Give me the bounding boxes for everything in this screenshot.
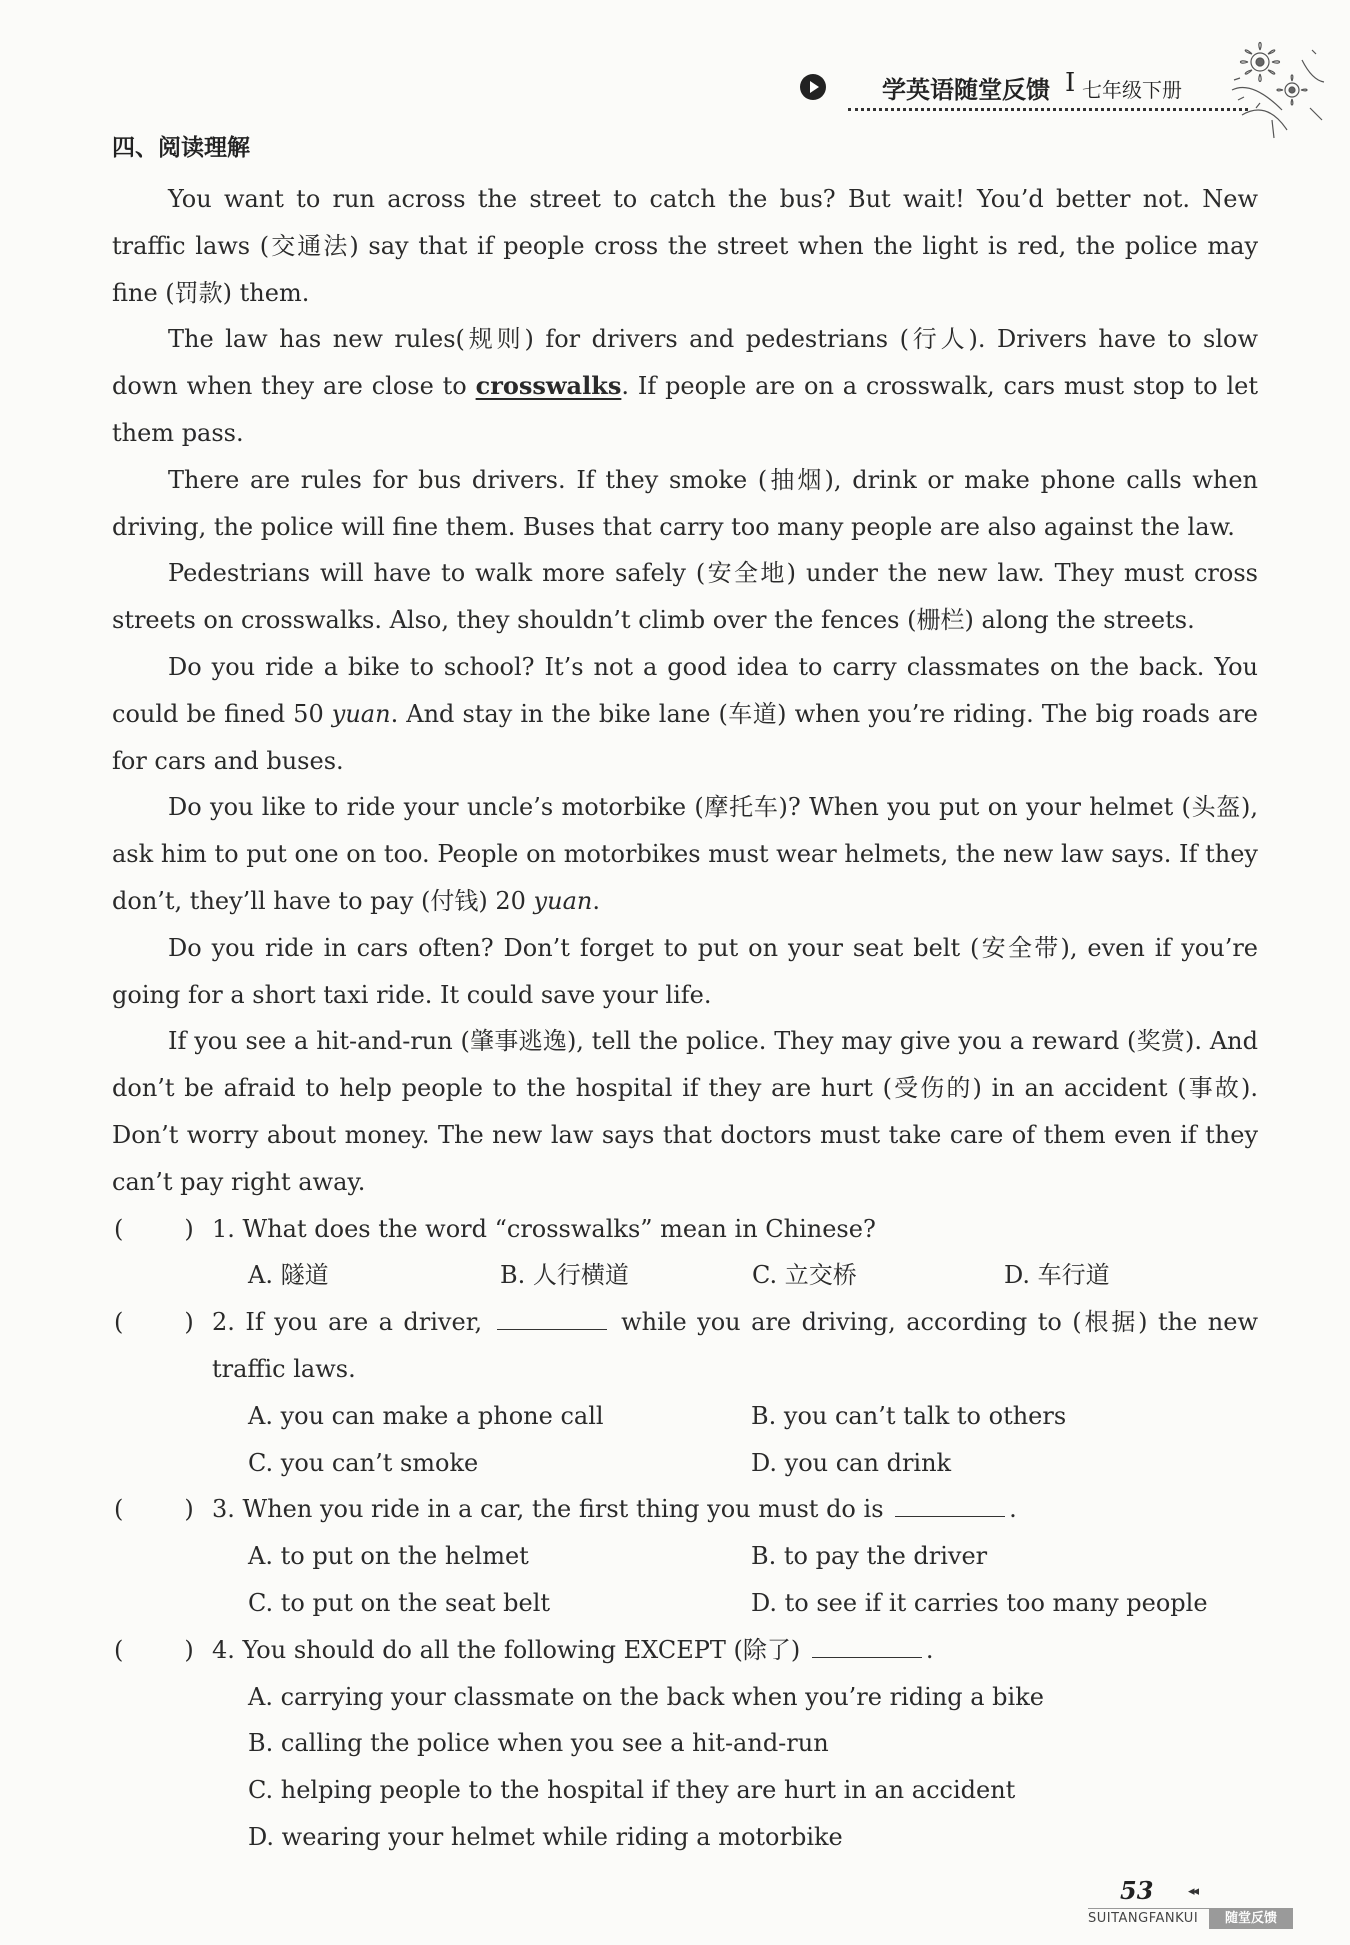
footer-band bbox=[1088, 1908, 1293, 1931]
question-text: What does the word “crosswalks” mean in Chinese? bbox=[242, 1214, 876, 1243]
answer-bracket[interactable]: ( ) bbox=[114, 1308, 194, 1337]
question-number: 2. bbox=[212, 1308, 235, 1337]
answer-blank[interactable] bbox=[812, 1633, 922, 1658]
option-c[interactable]: C. 立交桥 bbox=[752, 1261, 857, 1290]
option-b[interactable]: B. 人行横道 bbox=[500, 1261, 629, 1290]
question-number: 4. bbox=[212, 1635, 235, 1664]
grade-label: 七年级下册 bbox=[1082, 78, 1182, 102]
option-b[interactable]: B. calling the police when you see a hit-and-run bbox=[248, 1729, 829, 1758]
option-c[interactable]: C. to put on the seat belt bbox=[248, 1588, 551, 1617]
answer-bracket[interactable]: ( ) bbox=[114, 1635, 194, 1664]
option-d[interactable]: D. wearing your helmet while riding a motorbike bbox=[248, 1822, 843, 1851]
flower-icon bbox=[1212, 20, 1332, 140]
question-text: You should do all the following EXCEPT (除了) bbox=[242, 1635, 801, 1664]
header-separator: I bbox=[1065, 68, 1076, 98]
footer-tag: 随堂反馈 bbox=[1209, 1909, 1293, 1929]
option-a[interactable]: A. carrying your classmate on the back when you’re riding a bike bbox=[248, 1682, 1044, 1711]
option-a[interactable]: A. you can make a phone call bbox=[248, 1401, 604, 1430]
header-dotted-rule bbox=[848, 108, 1248, 111]
passage-paragraph: You want to run across the street to catch the bus? But wait! You’d better not. New traffic laws (交通法) say that if people cross the street when the light is red, the police may fine (罚款) them. bbox=[112, 185, 1258, 307]
footer-latin-text: SUITANGFANKUI bbox=[1088, 1911, 1199, 1926]
passage-text: Do you like to ride your uncle’s motorbike (摩托车)? When you put on your helmet (头盔), ask him to put one on too. People on motorbikes must wear helmets, the new law says. If they don’t, they’ll have to pay (付钱) 20 bbox=[112, 793, 1258, 915]
option-d[interactable]: D. you can drink bbox=[751, 1448, 952, 1477]
passage-paragraph: If you see a hit-and-run (肇事逃逸), tell the police. They may give you a reward (奖赏). And don’t be afraid to help people to the hospital if they are hurt (受伤的) in an accident (事故). Don’t worry about money. The new law says that doctors must take care of them even if they can’t pay right away. bbox=[112, 1027, 1258, 1196]
option-list bbox=[248, 1674, 1258, 1861]
passage-paragraph: Do you ride in cars often? Don’t forget to put on your seat belt (安全带), even if you’re going for a short taxi ride. It could save your life. bbox=[112, 933, 1258, 1009]
question-text: . bbox=[1009, 1495, 1017, 1524]
currency-unit: yuan bbox=[331, 699, 391, 728]
option-c[interactable]: C. you can’t smoke bbox=[248, 1448, 479, 1477]
question-item bbox=[112, 1299, 1258, 1393]
question-list bbox=[112, 1206, 1258, 1861]
option-a[interactable]: A. 隧道 bbox=[248, 1261, 329, 1290]
answer-blank[interactable] bbox=[497, 1305, 607, 1330]
play-icon bbox=[800, 74, 826, 100]
page-content bbox=[112, 132, 1258, 1861]
passage-text: The law has new rules(规则) for drivers and pedestrians (行人). Drivers have to slow down when they are close to bbox=[112, 325, 1258, 401]
option-c[interactable]: C. helping people to the hospital if they are hurt in an accident bbox=[248, 1776, 1016, 1805]
question-text: while you are driving, according to (根据) the new traffic laws. bbox=[212, 1308, 1259, 1383]
option-d[interactable]: D. to see if it carries too many people bbox=[751, 1588, 1208, 1617]
currency-unit: yuan bbox=[533, 886, 593, 915]
question-text: If you are a driver, bbox=[245, 1308, 483, 1337]
option-list bbox=[248, 1533, 1258, 1627]
question-text: . bbox=[925, 1635, 934, 1664]
passage-paragraph: There are rules for bus drivers. If they smoke (抽烟), drink or make phone calls when driving, the police will fine them. Buses that carry too many people are also against the law. bbox=[112, 465, 1258, 541]
answer-bracket[interactable]: ( ) bbox=[114, 1214, 194, 1243]
question-text: When you ride in a car, the first thing you must do is bbox=[242, 1495, 884, 1524]
section-title: 四、阅读理解 bbox=[112, 135, 250, 161]
passage-text: Do you ride a bike to school? It’s not a good idea to carry classmates on the back. You could be fined 50 bbox=[112, 652, 1258, 728]
option-list bbox=[248, 1252, 1258, 1299]
passage-text: . And stay in the bike lane (车道) when you’re riding. The big roads are for cars and buses. bbox=[112, 699, 1258, 775]
question-item bbox=[112, 1486, 1258, 1533]
option-list bbox=[248, 1393, 1258, 1487]
question-item bbox=[112, 1206, 1258, 1253]
reading-passage bbox=[112, 176, 1258, 1206]
passage-text: . If people are on a crosswalk, cars must stop to let them pass. bbox=[112, 372, 1258, 447]
option-b[interactable]: B. you can’t talk to others bbox=[751, 1401, 1067, 1430]
option-d[interactable]: D. 车行道 bbox=[1004, 1261, 1110, 1290]
passage-paragraph: Pedestrians will have to walk more safely (安全地) under the new law. They must cross streets on crosswalks. Also, they shouldn’t climb over the fences (栅栏) along the streets. bbox=[112, 559, 1258, 635]
option-b[interactable]: B. to pay the driver bbox=[751, 1542, 988, 1571]
question-number: 3. bbox=[212, 1495, 235, 1524]
passage-paragraph bbox=[112, 644, 1258, 784]
passage-paragraph bbox=[112, 316, 1258, 456]
question-number: 1. bbox=[212, 1214, 235, 1243]
page-number: 53 bbox=[1120, 1876, 1154, 1905]
page-header bbox=[800, 60, 1240, 120]
answer-blank[interactable] bbox=[895, 1492, 1005, 1517]
series-title: 学英语随堂反馈 bbox=[882, 76, 1050, 104]
option-a[interactable]: A. to put on the helmet bbox=[248, 1542, 529, 1571]
answer-bracket[interactable]: ( ) bbox=[114, 1495, 194, 1524]
back-arrows-icon: ◂◂ bbox=[1188, 1884, 1198, 1899]
highlighted-word: crosswalks bbox=[475, 371, 622, 401]
passage-paragraph bbox=[112, 784, 1258, 924]
question-item bbox=[112, 1627, 1258, 1674]
passage-text: . bbox=[592, 886, 600, 915]
